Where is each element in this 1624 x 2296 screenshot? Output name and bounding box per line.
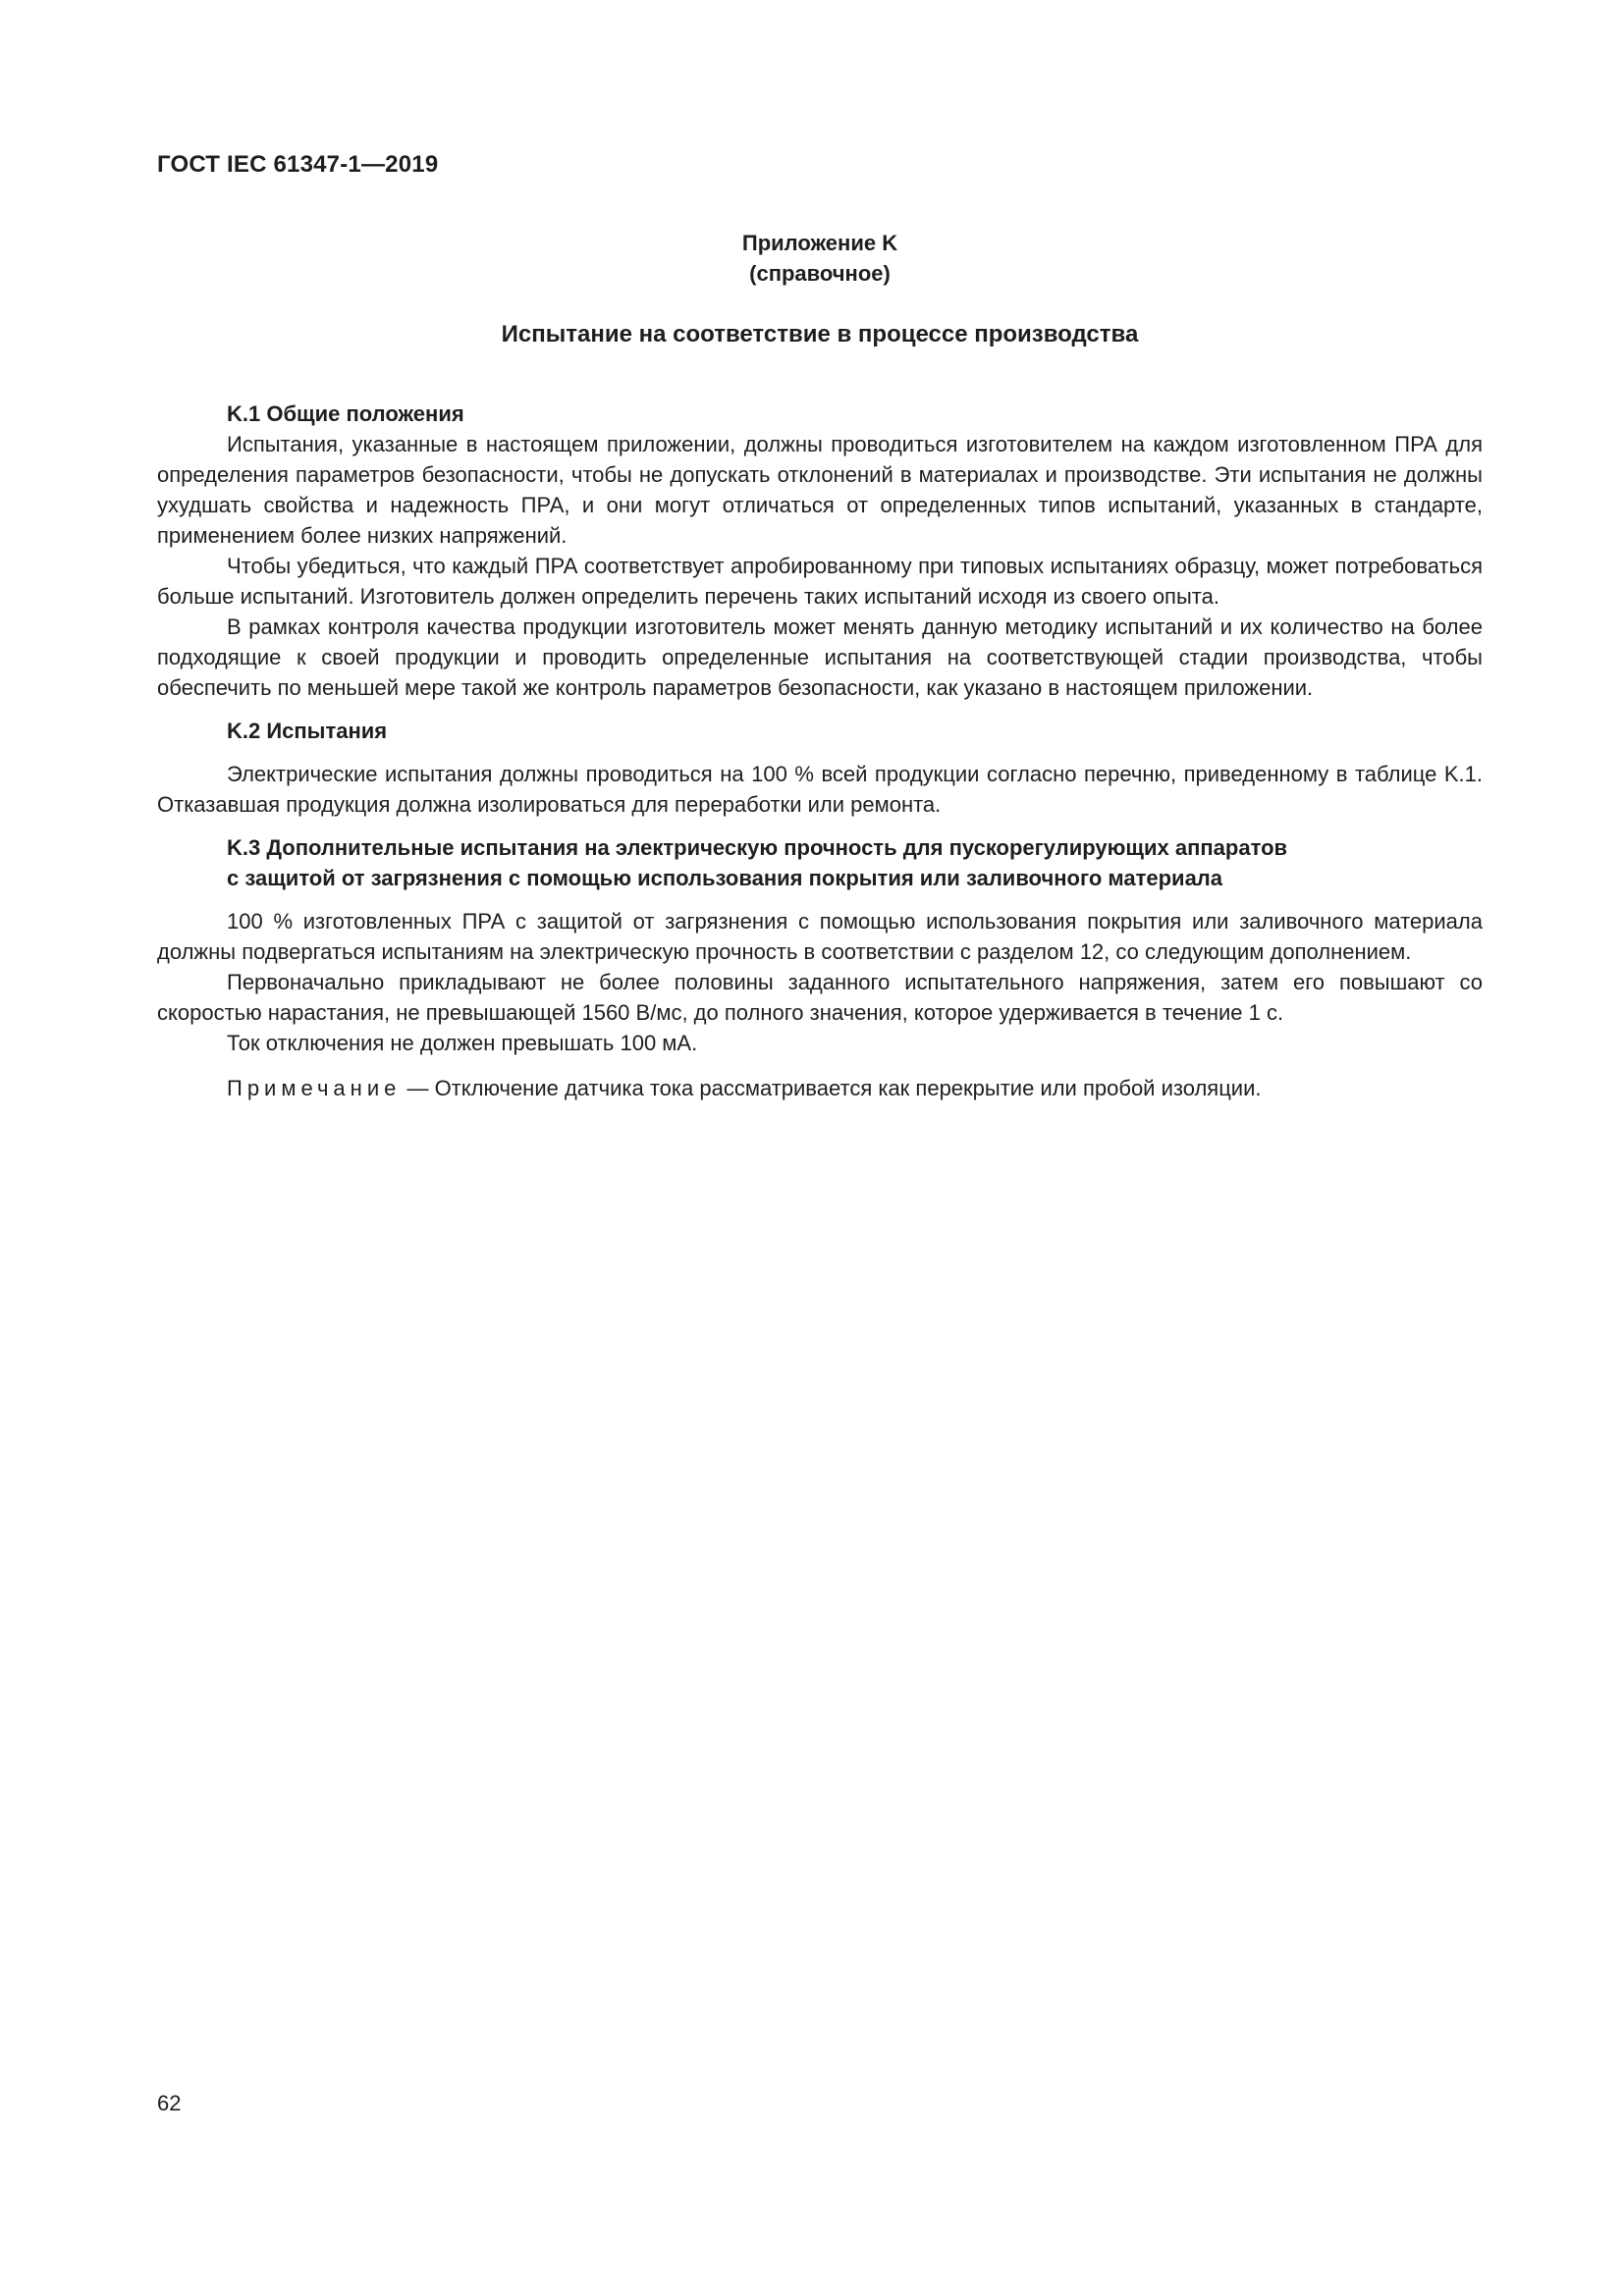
section-k2-paragraph-1: Электрические испытания должны проводиться на 100 % всей продукции согласно перечню, приведенному в таблице K.1. Отказавшая продукция должна изолироваться для переработки или ремонта. (157, 762, 1483, 817)
section-k1-heading: K.1 Общие положения (227, 401, 464, 426)
annex-title: Испытание на соответствие в процессе производства (501, 321, 1139, 347)
section-k1-paragraph-1: Испытания, указанные в настоящем приложении, должны проводиться изготовителем на каждом изготовленном ПРА для определения параметров безопасности, чтобы не допускать отклонений в материалах и производстве. Эти испытания не должны ухудшать свойства и надежность ПРА, и они могут отличаться от определенных типов испытаний, указанных в стандарте, применением более низких напряжений. (157, 432, 1483, 548)
section-k3-heading-line-1: K.3 Дополнительные испытания на электрическую прочность для пускорегулирующих аппаратов (227, 835, 1288, 860)
section-k3-paragraph-3: Ток отключения не должен превышать 100 мА. (227, 1031, 698, 1055)
standard-designation: ГОСТ IEC 61347-1—2019 (157, 151, 439, 178)
section-k3-heading-line-2: с защитой от загрязнения с помощью использования покрытия или заливочного материала (227, 866, 1223, 890)
section-k3-paragraph-1: 100 % изготовленных ПРА с защитой от загрязнения с помощью использования покрытия или заливочного материала должны подвергаться испытаниям на электрическую прочность в соответствии с разделом 12, со следующим дополнением. (157, 909, 1483, 964)
section-k1-paragraph-2: Чтобы убедиться, что каждый ПРА соответствует апробированному при типовых испытаниях образцу, может потребоваться больше испытаний. Изготовитель должен определить перечень таких испытаний исходя из своего опыта. (157, 554, 1483, 609)
section-k1-paragraph-3: В рамках контроля качества продукции изготовитель может менять данную методику испытаний и их количество на более подходящие к своей продукции и проводить определенные испытания на соответствующей стадии производства, чтобы обеспечить по меньшей мере такой же контроль параметров безопасности, как указано в настоящем приложении. (157, 614, 1483, 700)
annex-status: (справочное) (749, 261, 891, 286)
note-label: Примечание (227, 1076, 402, 1100)
note (157, 1073, 1483, 1103)
section-k2-heading: K.2 Испытания (227, 719, 388, 743)
section-k3-paragraph-2: Первоначально прикладывают не более половины заданного испытательного напряжения, затем его повышают со скоростью нарастания, не превышающей 1560 В/мс, до полного значения, которое удерживается в течение 1 с. (157, 970, 1483, 1025)
page-number: 62 (157, 2091, 182, 2115)
annex-heading (157, 228, 1483, 289)
document-body (157, 399, 1483, 1103)
note-text: — Отключение датчика тока рассматривается как перекрытие или пробой изоляции. (401, 1076, 1262, 1100)
section-k3-heading (157, 832, 1483, 893)
annex-label: Приложение K (741, 231, 898, 255)
